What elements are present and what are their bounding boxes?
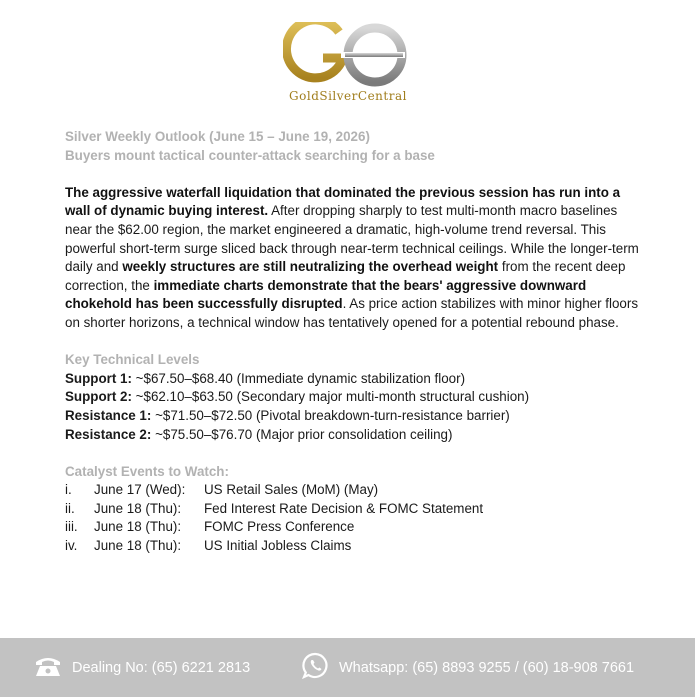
brand-logo bbox=[283, 22, 413, 114]
text-3: . As price action stabilizes with minor higher floors on shorter horizons, a technical window has tentatively opened for a potential rebound phase. bbox=[65, 296, 639, 330]
catalyst-number: ii. bbox=[65, 500, 75, 516]
level-row bbox=[65, 370, 640, 389]
emphasis-1: The aggressive waterfall liquidation that dominated the previous session has run into a wall of dynamic buying interest. bbox=[65, 184, 621, 219]
level-value: ~$67.50–$68.40 (Immediate dynamic stabilization floor) bbox=[131, 370, 466, 386]
analysis-paragraph bbox=[65, 184, 640, 333]
catalyst-event: Fed Interest Rate Decision & FOMC Statement bbox=[204, 500, 484, 516]
catalyst-number: iii. bbox=[65, 519, 78, 535]
level-row bbox=[65, 407, 640, 426]
catalyst-event: US Retail Sales (MoM) (May) bbox=[204, 482, 379, 498]
level-label: Resistance 1: bbox=[65, 407, 152, 423]
levels-heading: Key Technical Levels bbox=[65, 352, 200, 368]
catalyst-date: June 18 (Thu): bbox=[94, 519, 182, 535]
whatsapp-contact[interactable] bbox=[302, 638, 634, 697]
contact-footer bbox=[0, 638, 695, 697]
article-title: Silver Weekly Outlook (June 15 – June 19, 2026) bbox=[65, 129, 370, 144]
emphasis-2: weekly structures are still neutralizing the overhead weight bbox=[122, 259, 499, 275]
logo-text: GoldSilverCentral bbox=[289, 89, 407, 103]
catalyst-date: June 18 (Thu): bbox=[94, 538, 182, 554]
level-label: Resistance 2: bbox=[65, 426, 152, 442]
catalyst-number: iv. bbox=[65, 538, 78, 554]
level-value: ~$75.50–$76.70 (Major prior consolidation ceiling) bbox=[151, 426, 453, 442]
level-row bbox=[65, 388, 640, 407]
level-label: Support 2: bbox=[65, 389, 132, 405]
catalyst-date: June 18 (Thu): bbox=[94, 500, 182, 516]
text-1: After dropping sharply to test multi-month macro baselines near the $62.00 region, the market engineered a dramatic, high-volume trend reversal. This powerful short-term surge sliced back through near-term technical ceilings. While the longer-term daily and bbox=[65, 203, 639, 275]
level-value: ~$62.10–$63.50 (Secondary major multi-month structural cushion) bbox=[131, 389, 530, 405]
logo-mark-icon bbox=[283, 22, 413, 88]
catalyst-item bbox=[65, 481, 640, 500]
catalyst-item bbox=[65, 537, 640, 556]
catalyst-event: US Initial Jobless Claims bbox=[204, 538, 352, 554]
catalyst-date: June 17 (Wed): bbox=[94, 482, 186, 498]
dealing-number: Dealing No: (65) 6221 2813 bbox=[72, 659, 251, 676]
level-value: ~$71.50–$72.50 (Pivotal breakdown-turn-resistance barrier) bbox=[151, 407, 510, 423]
dealing-contact[interactable] bbox=[34, 638, 250, 697]
catalyst-item bbox=[65, 500, 640, 519]
catalyst-item bbox=[65, 518, 640, 537]
telephone-icon bbox=[34, 655, 62, 681]
article-subtitle: Buyers mount tactical counter-attack searching for a base bbox=[65, 147, 435, 163]
article-body bbox=[65, 128, 640, 556]
catalyst-number: i. bbox=[65, 482, 72, 498]
level-label: Support 1: bbox=[65, 370, 132, 386]
whatsapp-numbers: Whatsapp: (65) 8893 9255 / (60) 18-908 7661 bbox=[339, 659, 635, 676]
text-2: from the recent deep correction, the bbox=[65, 259, 626, 293]
whatsapp-icon bbox=[302, 652, 329, 683]
catalyst-event: FOMC Press Conference bbox=[204, 519, 355, 535]
catalyst-heading: Catalyst Events to Watch: bbox=[65, 463, 229, 479]
level-row bbox=[65, 426, 640, 445]
emphasis-3: immediate charts demonstrate that the bears' aggressive downward chokehold has been successfully disrupted bbox=[65, 277, 587, 312]
